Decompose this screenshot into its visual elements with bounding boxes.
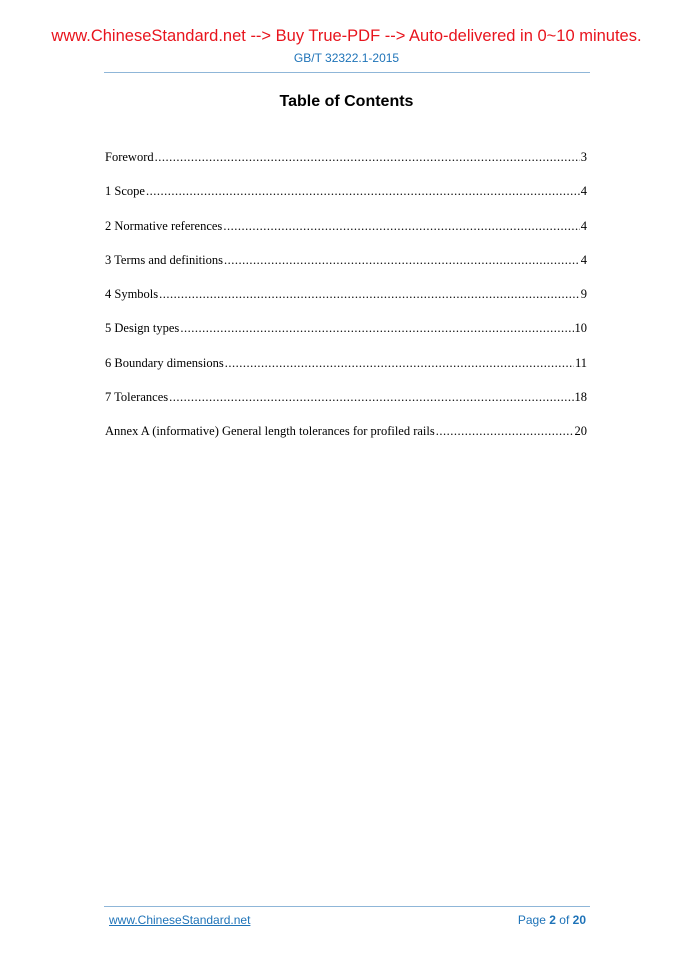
page-current: 2 xyxy=(549,913,556,927)
toc-entry-page: 11 xyxy=(574,355,587,370)
toc-entry-foreword[interactable] xyxy=(105,150,587,184)
dot-leader xyxy=(436,424,574,439)
toc-entry-label: 4 Symbols xyxy=(105,287,159,302)
toc-entry-scope[interactable] xyxy=(105,184,587,218)
toc-entry-tolerances[interactable] xyxy=(105,390,587,424)
footer-website-link[interactable]: www.ChineseStandard.net xyxy=(109,913,251,927)
toc-entry-label: 3 Terms and definitions xyxy=(105,252,223,267)
toc-entry-normative-references[interactable] xyxy=(105,219,587,253)
page-indicator xyxy=(518,913,586,927)
toc-entry-label: 6 Boundary dimensions xyxy=(105,355,224,370)
toc-entry-label: Foreword xyxy=(105,150,154,164)
header-divider xyxy=(104,72,590,73)
toc-entry-label: 1 Scope xyxy=(105,184,145,199)
dot-leader xyxy=(223,219,579,234)
toc-entry-label: Annex A (informative) General length tolerances for profiled rails xyxy=(105,424,435,439)
dot-leader xyxy=(159,287,580,302)
promo-banner[interactable]: www.ChineseStandard.net --> Buy True-PDF --> Auto-delivered in 0~10 minutes. xyxy=(51,27,642,45)
footer-divider xyxy=(104,906,590,907)
toc-entry-page: 4 xyxy=(580,184,587,199)
dot-leader xyxy=(155,150,580,165)
toc-title: Table of Contents xyxy=(279,93,414,110)
toc-entry-page: 9 xyxy=(580,287,587,302)
toc-entry-page: 4 xyxy=(580,218,587,233)
table-of-contents xyxy=(105,150,587,459)
dot-leader xyxy=(169,390,573,405)
standard-code: GB/T 32322.1-2015 xyxy=(293,51,400,65)
toc-entry-label: 2 Normative references xyxy=(105,218,223,233)
page-of: of xyxy=(559,913,570,927)
dot-leader xyxy=(225,356,574,371)
toc-entry-page: 3 xyxy=(580,150,587,164)
page-total: 20 xyxy=(572,913,586,927)
toc-entry-terms-and-definitions[interactable] xyxy=(105,253,587,287)
toc-entry-label: 7 Tolerances xyxy=(105,390,169,405)
toc-entry-annex-a[interactable] xyxy=(105,424,587,458)
dot-leader xyxy=(146,184,580,199)
toc-entry-boundary-dimensions[interactable] xyxy=(105,356,587,390)
toc-entry-page: 20 xyxy=(574,424,587,439)
dot-leader xyxy=(180,321,573,336)
toc-entry-design-types[interactable] xyxy=(105,321,587,355)
toc-entry-page: 18 xyxy=(574,390,587,405)
toc-entry-symbols[interactable] xyxy=(105,287,587,321)
toc-entry-page: 4 xyxy=(580,252,587,267)
dot-leader xyxy=(224,253,580,268)
toc-entry-label: 5 Design types xyxy=(105,321,180,336)
toc-entry-page: 10 xyxy=(574,321,587,336)
page-prefix: Page xyxy=(517,913,546,927)
